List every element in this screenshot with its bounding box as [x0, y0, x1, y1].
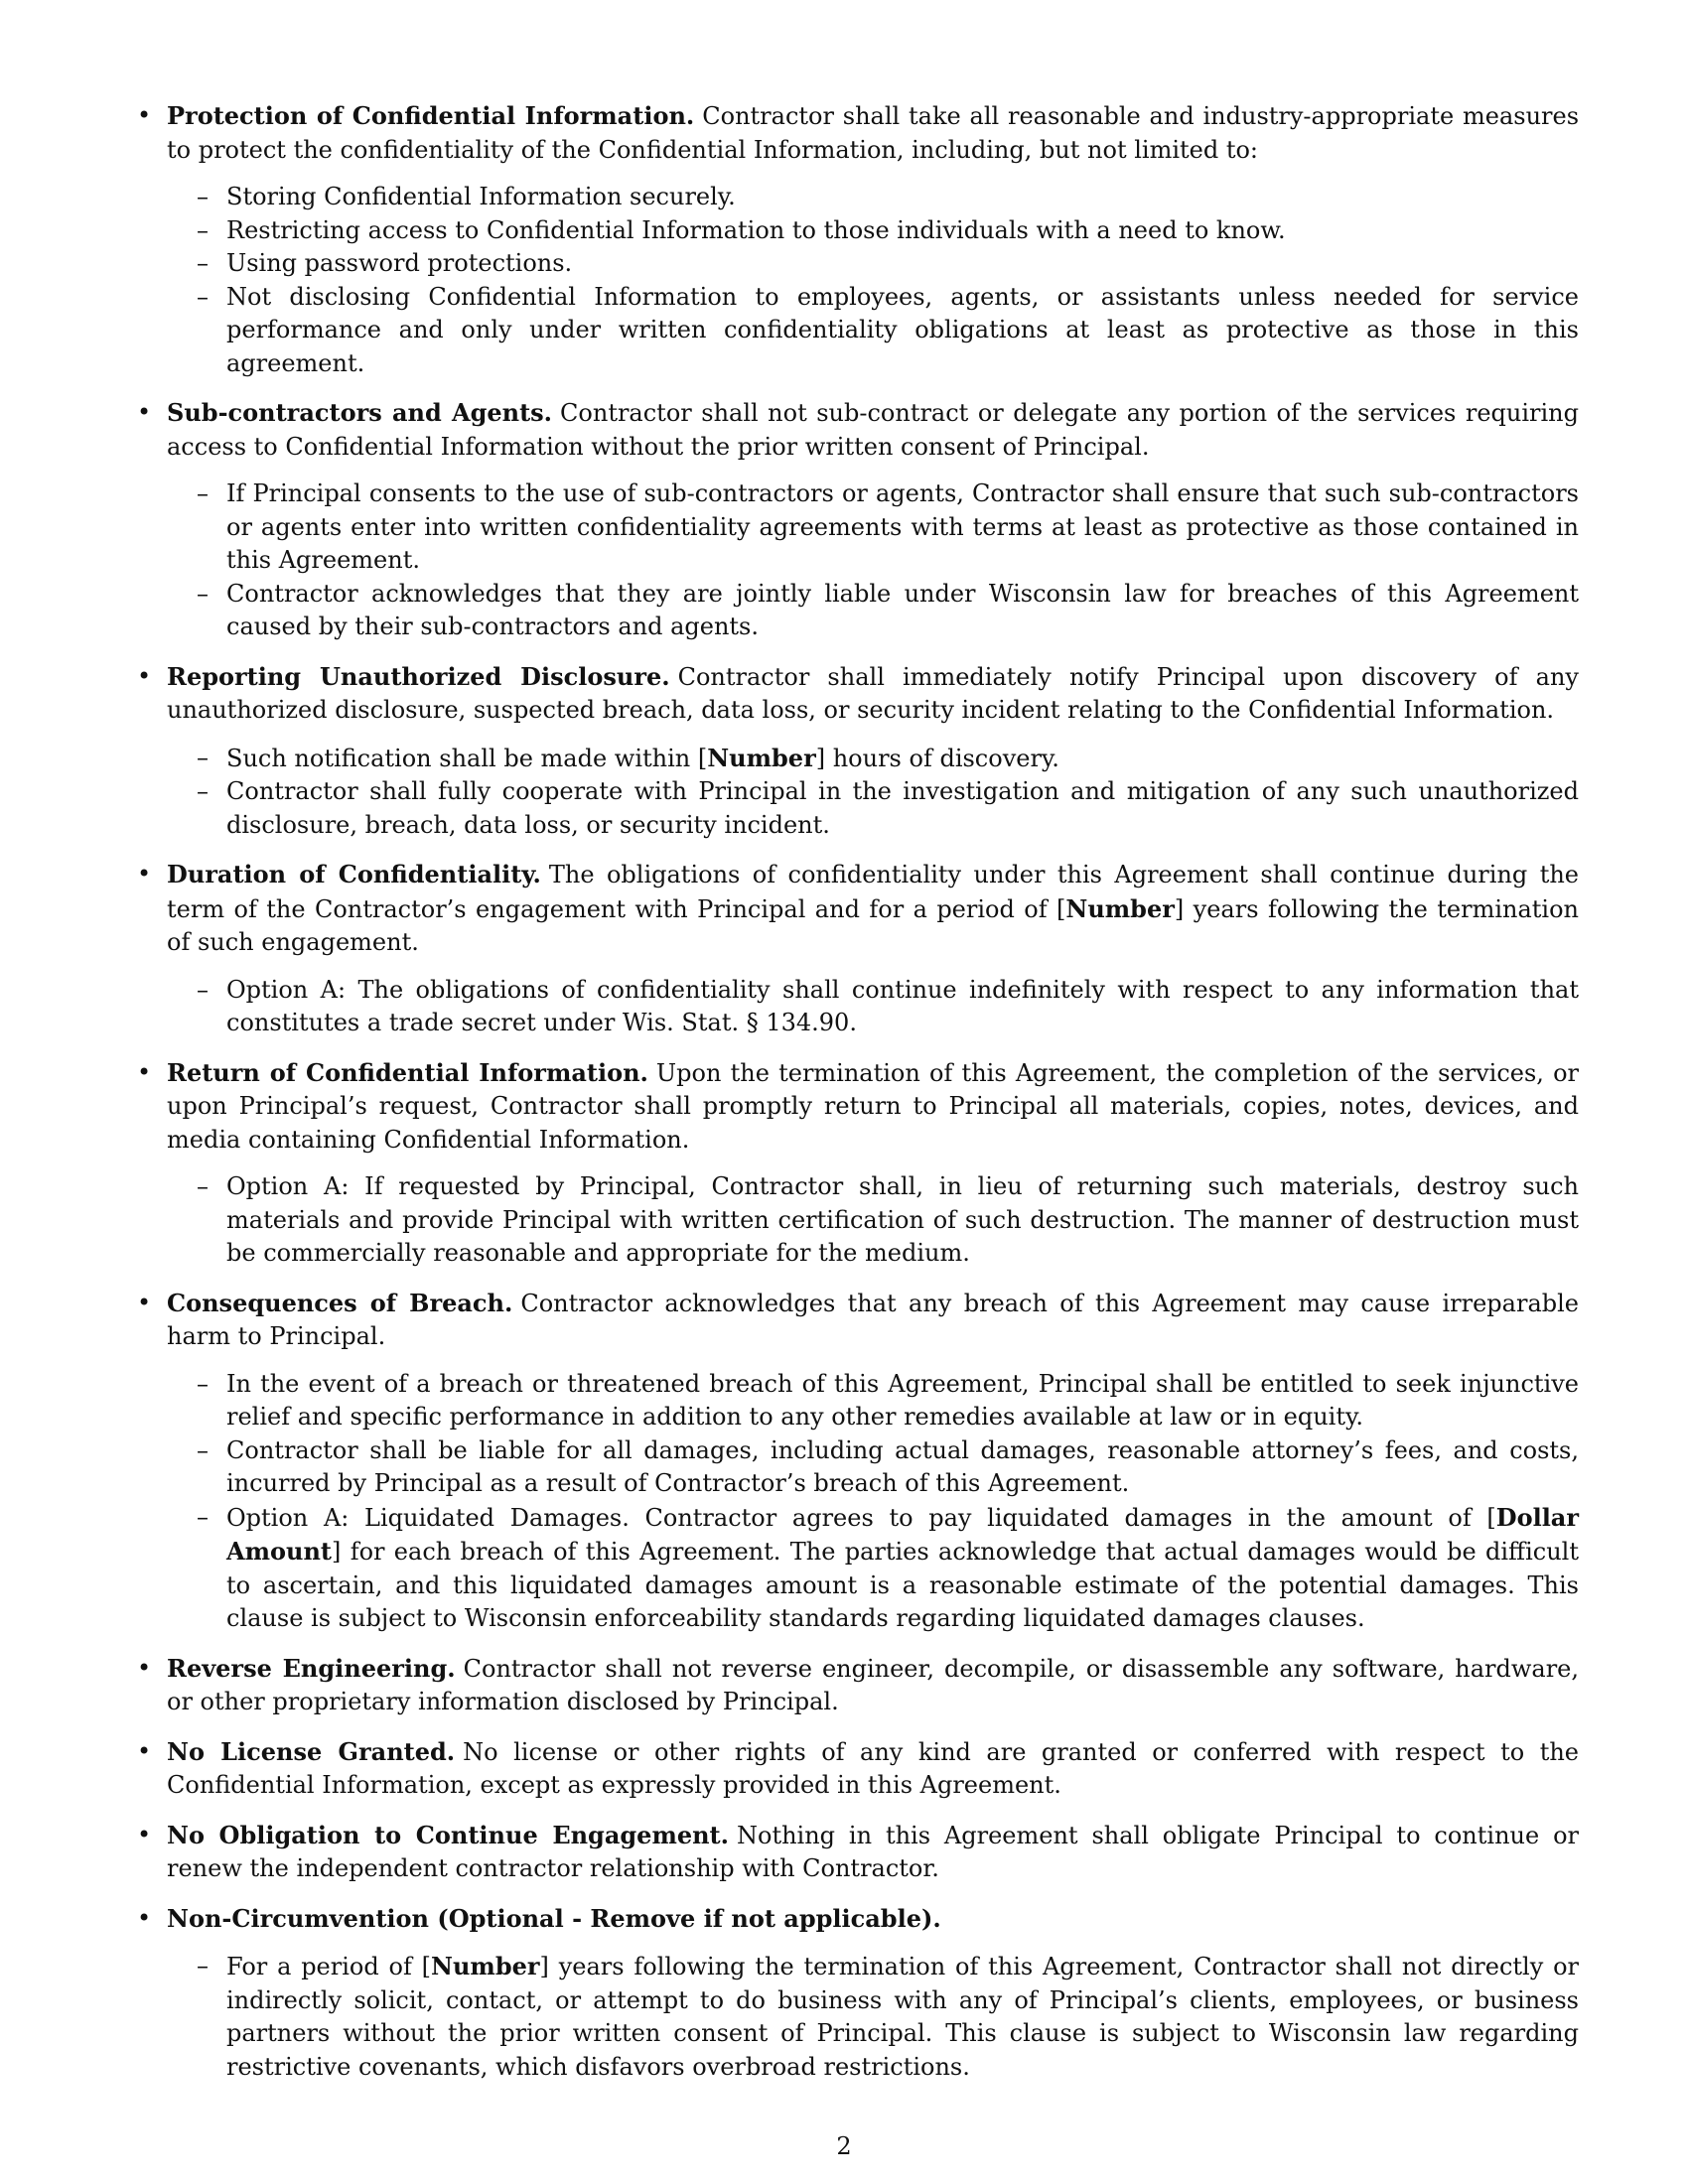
clause-protection — [129, 99, 1579, 380]
clause-title: Duration of Confidentiality. — [167, 860, 541, 888]
sub-item-list — [167, 1950, 1579, 2084]
sub-item-text: Such notification shall be made within [ — [226, 744, 708, 772]
sub-item — [167, 775, 1579, 842]
clause-return — [129, 1056, 1579, 1271]
sub-item-list — [167, 742, 1579, 843]
clause-no-license — [129, 1735, 1579, 1803]
clause-title: Sub-contractors and Agents. — [167, 398, 553, 427]
sub-item-text: If Principal consents to the use of sub-contractors or agents, Contractor shall ensure that such sub-contractors or agents enter into written confidentiality agreements with terms at least as protective as those contained in this Agreement. — [226, 479, 1579, 574]
placeholder-number: Number — [431, 1952, 540, 1980]
sub-item-text: Option A: If requested by Principal, Contractor shall, in lieu of returning such materials, destroy such materials and provide Principal with written certification of such destruction. The manner of destruction must be commercially reasonable and appropriate for the medium. — [226, 1172, 1579, 1267]
sub-item-list — [167, 1368, 1579, 1636]
sub-item-text: Option A: Liquidated Damages. Contractor agrees to pay liquidated damages in the amount of [ — [226, 1503, 1496, 1532]
sub-item — [167, 281, 1579, 381]
sub-item-text: Storing Confidential Information securely. — [226, 183, 736, 210]
sub-item-text: For a period of [ — [226, 1953, 432, 1980]
clause-consequences — [129, 1287, 1579, 1636]
clause-text: Nothing in this Agreement shall obligate Principal to continue or renew the independent contractor relationship with Contractor. — [167, 1821, 1579, 1882]
placeholder-dollar-amount: Dollar Amount — [226, 1502, 1579, 1566]
clause-title: Reverse Engineering. — [167, 1653, 456, 1683]
clause-non-circumvention — [129, 1902, 1579, 2085]
sub-item — [167, 974, 1579, 1040]
sub-item-list — [167, 181, 1579, 380]
clause-text: Contractor acknowledges that any breach of this Agreement may cause irreparable harm to Principal. — [167, 1289, 1579, 1350]
sub-item — [167, 1170, 1579, 1271]
clause-title: No License Granted. — [167, 1736, 456, 1766]
clause-title: Non-Circumvention (Optional - Remove if not applicable). — [167, 1903, 941, 1933]
sub-item-text: ] hours of discovery. — [815, 744, 1059, 772]
clause-text: The obligations of confidentiality under this Agreement shall continue during the term of the Contractor’s engagement with Principal and for a period of [ — [167, 861, 1579, 923]
clause-reverse-engineering — [129, 1652, 1579, 1719]
sub-item-list — [167, 974, 1579, 1040]
sub-item — [167, 247, 1579, 281]
sub-item-text: Option A: The obligations of confidentiality shall continue indefinitely with respect to any information that constitutes a trade secret under Wis. Stat. § 134.90. — [226, 975, 1579, 1036]
sub-item-text: Not disclosing Confidential Information to employees, agents, or assistants unless needed for service performance and only under written confidentiality obligations at least as protective as those in this agreement. — [226, 282, 1579, 377]
clause-text: No license or other rights of any kind are granted or conferred with respect to the Confidential Information, except as expressly provided in this Agreement. — [167, 1737, 1579, 1799]
sub-item — [167, 214, 1579, 248]
clause-subcontractors — [129, 396, 1579, 644]
clause-no-obligation — [129, 1819, 1579, 1886]
sub-item — [167, 478, 1579, 578]
sub-item-text: Contractor acknowledges that they are jointly liable under Wisconsin law for breaches of this Agreement caused by their sub-contractors and agents. — [226, 579, 1579, 640]
clause-text: Contractor shall not reverse engineer, decompile, or disassemble any software, hardware, or other proprietary information disclosed by Principal. — [167, 1654, 1580, 1715]
sub-item — [167, 1950, 1579, 2084]
clause-title: Consequences of Breach. — [167, 1288, 513, 1317]
sub-item — [167, 1368, 1579, 1434]
clause-text: Upon the termination of this Agreement, the completion of the services, or upon Principal’s request, Contractor shall promptly return to Principal all materials, copies, notes, devices, and media containing Confidential Information. — [167, 1058, 1580, 1154]
page-number: 2 — [836, 2132, 852, 2160]
sub-item — [167, 578, 1579, 644]
clause-title: Protection of Confidential Information. — [167, 101, 695, 130]
sub-item — [167, 1501, 1579, 1636]
sub-item-text: Contractor shall fully cooperate with Principal in the investigation and mitigation of any such unauthorized disclosure, breach, data loss, or security incident. — [226, 777, 1579, 839]
sub-item-list — [167, 478, 1579, 644]
clause-title: Reporting Unauthorized Disclosure. — [167, 661, 670, 691]
placeholder-number: Number — [707, 743, 816, 772]
sub-item-list — [167, 1170, 1579, 1271]
sub-item-text: ] for each breach of this Agreement. The parties acknowledge that actual damages would be difficult to ascertain, and this liquidated damages amount is a reasonable estimate of the potential damages. This clause is subject to Wisconsin enforceability standards regarding liquidated damages clauses. — [226, 1538, 1579, 1632]
clause-reporting — [129, 660, 1579, 843]
sub-item — [167, 1434, 1579, 1501]
clause-duration — [129, 858, 1579, 1040]
sub-item-text: In the event of a breach or threatened breach of this Agreement, Principal shall be entitled to seek injunctive relief and specific performance in addition to any other remedies available at law or in equity. — [226, 1369, 1579, 1431]
page-content — [129, 99, 1579, 2100]
sub-item — [167, 742, 1579, 776]
clause-list — [129, 99, 1579, 2084]
placeholder-number: Number — [1065, 893, 1175, 923]
sub-item-text: Contractor shall be liable for all damages, including actual damages, reasonable attorney’s fees, and costs, incurred by Principal as a result of Contractor’s breach of this Agreement. — [226, 1435, 1579, 1497]
clause-text: Contractor shall take all reasonable and industry-appropriate measures to protect the confidentiality of the Confidential Information, including, but not limited to: — [167, 102, 1580, 164]
sub-item — [167, 181, 1579, 214]
clause-text: Contractor shall not sub-contract or delegate any portion of the services requiring access to Confidential Information without the prior written consent of Principal. — [167, 399, 1579, 461]
sub-item-text: ] years following the termination of this Agreement, Contractor shall not directly or indirectly solicit, contact, or attempt to do business with any of Principal’s clients, employees, or business partners without the prior written consent of Principal. This clause is subject to Wisconsin law regarding restrictive covenants, which disfavors overbroad restrictions. — [226, 1953, 1579, 2081]
clause-text: Contractor shall immediately notify Principal upon discovery of any unauthorized disclosure, suspected breach, data loss, or security incident relating to the Confidential Information. — [167, 662, 1579, 724]
sub-item-text: Restricting access to Confidential Information to those individuals with a need to know. — [226, 215, 1286, 244]
clause-title: Return of Confidential Information. — [167, 1057, 648, 1087]
clause-text: ] years following the termination of such engagement. — [167, 894, 1580, 956]
sub-item-text: Using password protections. — [226, 249, 573, 277]
clause-title: No Obligation to Continue Engagement. — [167, 1820, 729, 1849]
